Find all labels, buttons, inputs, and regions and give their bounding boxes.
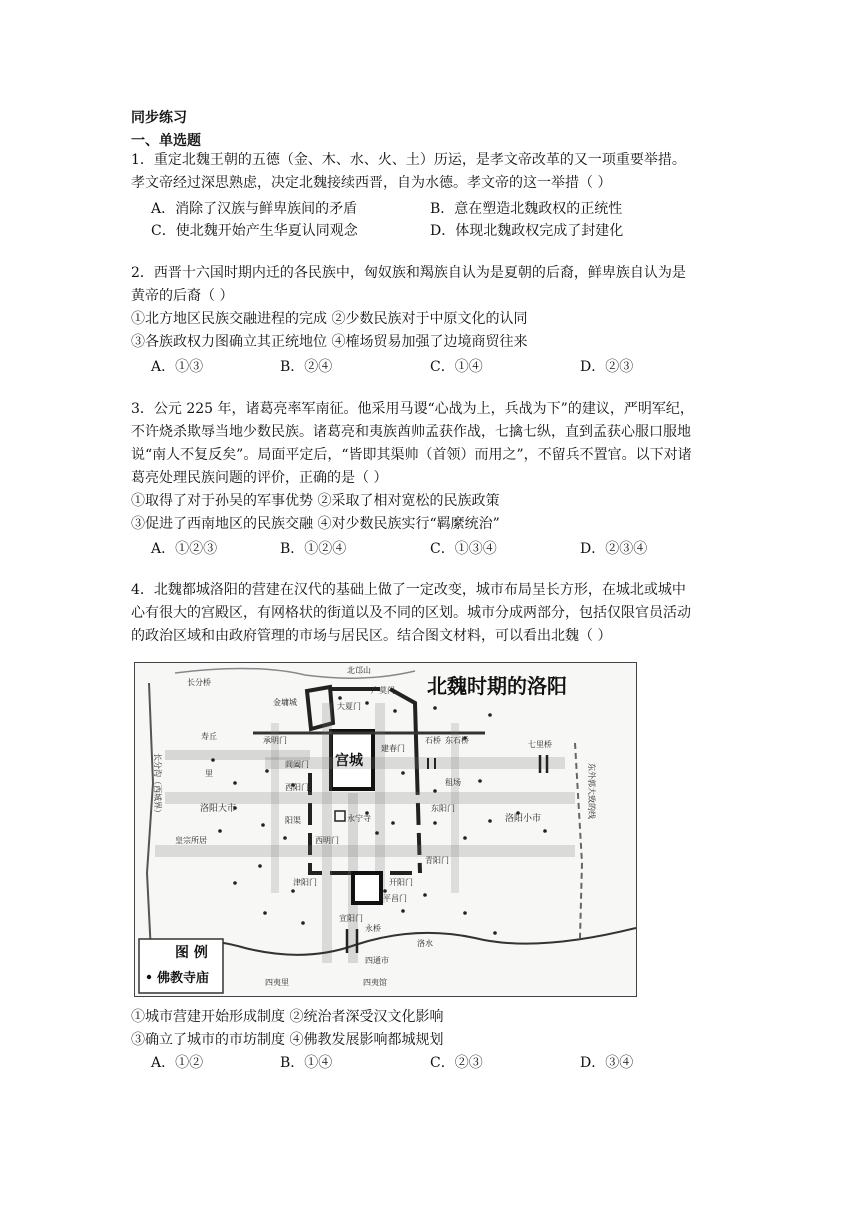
label-luoyangdashi: 洛阳大市 [200, 804, 237, 814]
statement-line: ③各族政权力图确立其正统地位 ④榷场贸易加强了边境商贸往来 [131, 334, 528, 350]
label-luoyangxiaoshi: 洛阳小市 [505, 814, 542, 824]
q1-option-d: D．体现北魏政权完成了封建化 [430, 223, 624, 239]
label-dongshiqiao: 东石桥 [445, 736, 469, 745]
label-luoshui: 洛水 [417, 939, 433, 948]
map-title: 北魏时期的洛阳 [427, 674, 567, 698]
east-outer-line [575, 743, 582, 938]
label-siyili: 四夷里 [265, 978, 289, 987]
label-qingyangmen: 青阳门 [425, 856, 449, 865]
label-xiyangmen: 西阳门 [285, 783, 309, 792]
legend-label: 佛教寺庙 [157, 971, 210, 986]
q3-option-c: C．①③④ [430, 541, 497, 557]
label-shouqiu: 寿丘 [201, 732, 217, 741]
label-yongqiao: 永桥 [365, 924, 381, 933]
label-jinyangmen: 津阳门 [293, 878, 317, 887]
q4-option-a: A．①② [151, 1055, 204, 1071]
question-text: 黄帝的后裔（ ） [131, 288, 234, 304]
q3-option-a: A．①②③ [151, 541, 218, 557]
section-title: 同步练习 [131, 110, 187, 126]
label-chengmingmen: 承明门 [263, 736, 287, 745]
question-text: 孝文帝经过深思熟虑，决定北魏接续西晋，自为水德。孝文帝的这一举措（ ） [131, 175, 612, 191]
question-text: 的政治区域和由政府管理的市场与居民区。结合图文材料，可以看出北魏（ ） [131, 628, 612, 644]
q3-option-b: B．①②④ [280, 541, 347, 557]
label-daxiamen: 大夏门 [337, 702, 361, 711]
question-text: 说“南人不复反矣”。局面平定后，“皆即其渠帅（首领）而用之”，不留兵不置官。以下对诸 [131, 447, 692, 463]
q4-option-c: C．②③ [430, 1055, 483, 1071]
q4-option-d: D．③④ [580, 1055, 634, 1071]
q3-option-d: D．②③④ [580, 541, 648, 557]
question-3 [131, 398, 731, 536]
inner-wall-east [417, 773, 420, 873]
question-text: 不许烧杀欺辱当地少数民族。诸葛亮和夷族酋帅孟获作战，七擒七纵，直到孟获心服口服地 [131, 424, 691, 440]
part-title: 一、单选题 [131, 133, 201, 149]
pingchang-block [353, 873, 381, 903]
label-zuchang: 租场 [445, 778, 461, 787]
q1-option-c: C．使北魏开始产生华夏认同观念 [151, 223, 358, 239]
label-changhemen: 阊阖门 [285, 760, 309, 769]
question-text: 3．公元 225 年，诸葛亮率军南征。他采用马谡“心战为上，兵战为下”的建议，严明军纪， [131, 401, 694, 417]
label-guangmomen: 广莫门 [371, 686, 395, 695]
question-text: 2．西晋十六国时期内迁的各民族中，匈奴族和羯族自认为是夏朝的后裔，鲜卑族自认为是 [131, 265, 686, 281]
label-gongcheng: 宫城 [335, 753, 363, 769]
statement-line: ①城市营建开始形成制度 ②统治者深受汉文化影响 [131, 1009, 444, 1025]
question-4-statements [131, 1006, 731, 1052]
label-ximingmen: 西明门 [315, 836, 339, 845]
label-siyiguan: 四夷馆 [363, 978, 387, 987]
label-pingchangmen: 平昌门 [383, 894, 407, 903]
statement-line: ③确立了城市的市坊制度 ④佛教发展影响都城规划 [131, 1032, 444, 1048]
label-yongningsi: 永宁寺 [347, 814, 371, 823]
map-drawing [135, 663, 636, 996]
q2-option-c: C．①④ [430, 359, 483, 375]
label-sitongshi: 四通市 [365, 956, 389, 965]
label-jinyongcheng: 金墉城 [273, 698, 297, 707]
question-text: 葛亮处理民族问题的评价，正确的是（ ） [131, 470, 388, 486]
label-shiqiao: 石桥 [425, 736, 441, 745]
label-west-boundary: 长分沟（西城界） [153, 753, 162, 817]
west-boundary-line [147, 683, 153, 953]
luoyang-map [134, 662, 637, 997]
q4-option-b: B．①④ [280, 1055, 333, 1071]
label-yangqu: 阳渠 [285, 816, 301, 825]
q2-option-a: A．①③ [151, 359, 204, 375]
yongning-temple-marker [335, 811, 345, 821]
statement-line: ③促进了西南地区的民族交融 ④对少数民族实行“羁縻统治” [131, 516, 500, 532]
mountain-line [175, 668, 415, 678]
q2-option-d: D．②③ [580, 359, 634, 375]
legend-dot-icon [147, 975, 151, 979]
question-text: 4．北魏都城洛阳的营建在汉代的基础上做了一定改变，城市布局呈长方形，在城北或城中 [131, 582, 686, 598]
question-4 [131, 579, 731, 648]
label-east-outer-line: 东外郭大致的线 [587, 763, 596, 819]
label-changfenqiao: 长分桥 [187, 678, 211, 687]
label-qiliqiao: 七里桥 [528, 740, 552, 749]
label-xuanyangmen: 宣阳门 [339, 914, 363, 923]
question-2 [131, 262, 731, 354]
question-text: 1．重定北魏王朝的五德（金、木、水、火、土）历运，是孝文帝改革的又一项重要举措。 [131, 152, 686, 168]
label-dongyangmen: 东阳门 [431, 804, 455, 813]
label-beimangshan: 北邙山 [347, 666, 371, 675]
label-huangzongsuoju: 皇宗所居 [175, 836, 207, 845]
q1-option-b: B．意在塑造北魏政权的正统性 [430, 201, 623, 217]
legend-title: 图 例 [175, 945, 208, 961]
q2-option-b: B．②④ [280, 359, 333, 375]
statement-line: ①北方地区民族交融进程的完成 ②少数民族对于中原文化的认同 [131, 311, 528, 327]
label-kaiyangmen: 开阳门 [389, 878, 413, 887]
statement-line: ①取得了对于孙吴的军事优势 ②采取了相对宽松的民族政策 [131, 493, 500, 509]
question-text: 心有很大的宫殿区，有网格状的街道以及不同的区划。城市分成两部分，包括仅限官员活动 [131, 605, 691, 621]
q1-option-a: A．消除了汉族与鲜卑族间的矛盾 [151, 201, 358, 217]
label-jianchunmen: 建春门 [381, 744, 405, 753]
question-1 [131, 149, 731, 195]
label-li: 里 [205, 769, 213, 778]
